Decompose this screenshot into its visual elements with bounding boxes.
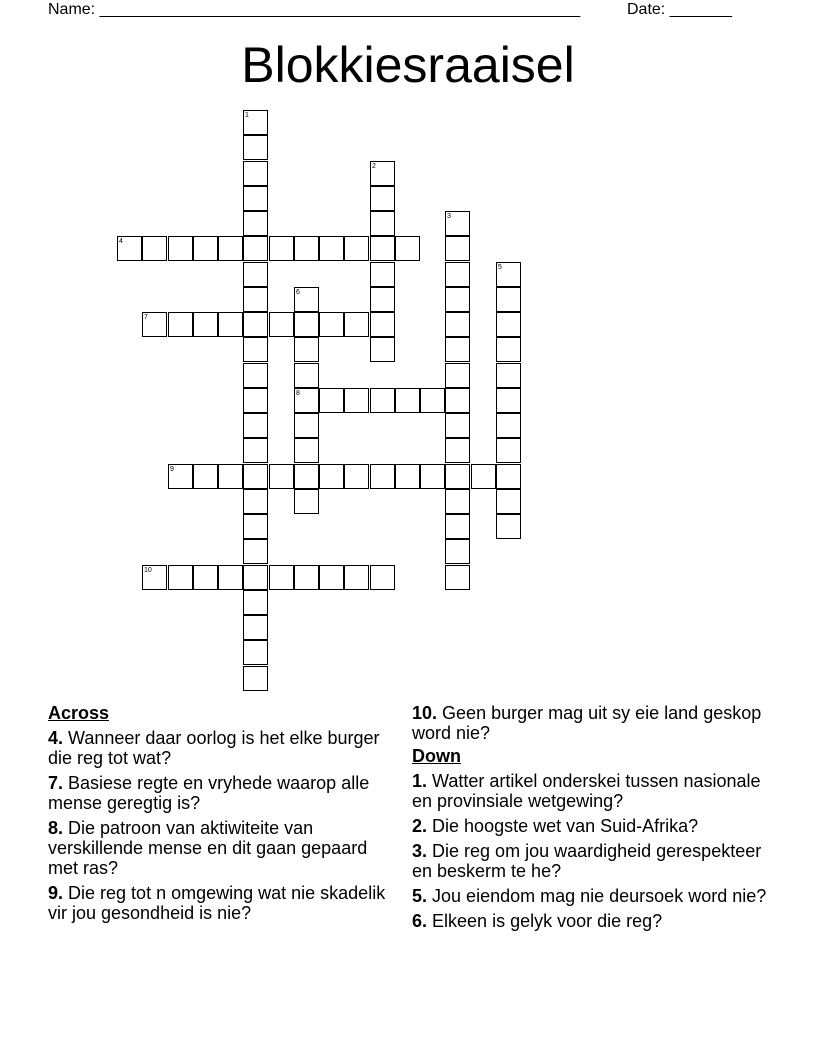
grid-cell[interactable] — [243, 262, 268, 287]
date-field-label: Date: _______ — [627, 1, 732, 18]
grid-cell[interactable] — [445, 388, 470, 413]
clue-text: Geen burger mag uit sy eie land geskop word nie? — [412, 703, 762, 743]
cell-number: 6 — [296, 289, 300, 296]
grid-cell[interactable] — [193, 236, 218, 261]
cell-number: 5 — [498, 264, 502, 271]
grid-cell[interactable] — [496, 489, 521, 514]
grid-cell[interactable] — [496, 413, 521, 438]
clue-number: 3. — [412, 841, 428, 861]
clue-text: Die reg tot n omgewing wat nie skadelik vir jou gesondheid is nie? — [48, 883, 386, 923]
clue-text: Watter artikel onderskei tussen nasionale en provinsiale wetgewing? — [412, 771, 761, 811]
grid-cell[interactable] — [445, 287, 470, 312]
grid-cell[interactable] — [269, 236, 294, 261]
page-title: Blokkiesraaisel — [241, 37, 575, 93]
clue-text: Die hoogste wet van Suid-Afrika? — [432, 816, 699, 836]
clue-number: 1. — [412, 771, 428, 791]
across-clue-8 — [48, 818, 388, 878]
grid-cell[interactable] — [496, 337, 521, 362]
grid-cell[interactable] — [445, 539, 470, 564]
grid-cell[interactable] — [243, 565, 268, 590]
clue-text: Basiese regte en vryhede waarop alle mense geregtig is? — [48, 773, 370, 813]
grid-cell[interactable] — [294, 565, 319, 590]
grid-cell[interactable] — [243, 363, 268, 388]
grid-cell[interactable] — [445, 464, 470, 489]
clue-number: 9. — [48, 883, 64, 903]
grid-cell[interactable] — [243, 438, 268, 463]
grid-cell[interactable] — [445, 514, 470, 539]
grid-cell[interactable] — [420, 388, 445, 413]
grid-cell[interactable] — [344, 565, 369, 590]
down-clue-2 — [412, 816, 772, 836]
grid-cell[interactable] — [294, 489, 319, 514]
grid-cell[interactable] — [445, 236, 470, 261]
across-clue-9 — [48, 883, 388, 923]
cell-number: 3 — [447, 213, 451, 220]
grid-cell[interactable] — [243, 514, 268, 539]
grid-cell[interactable] — [243, 590, 268, 615]
grid-cell[interactable] — [395, 236, 420, 261]
grid-cell[interactable] — [269, 565, 294, 590]
clues-right-column — [412, 703, 772, 936]
cell-number: 4 — [119, 238, 123, 245]
down-clue-6 — [412, 911, 772, 931]
grid-cell[interactable] — [395, 464, 420, 489]
grid-cell[interactable] — [445, 438, 470, 463]
grid-cell[interactable] — [445, 565, 470, 590]
clue-number: 8. — [48, 818, 64, 838]
grid-cell[interactable] — [395, 388, 420, 413]
grid-cell[interactable] — [243, 186, 268, 211]
grid-cell[interactable] — [243, 640, 268, 665]
grid-cell[interactable] — [496, 464, 521, 489]
grid-cell[interactable] — [344, 388, 369, 413]
grid-cell[interactable] — [420, 464, 445, 489]
grid-cell[interactable] — [344, 236, 369, 261]
clue-text: Die patroon van aktiwiteite van verskillende mense en dit gaan gepaard met ras? — [48, 818, 368, 878]
grid-cell[interactable] — [243, 615, 268, 640]
grid-cell[interactable] — [294, 464, 319, 489]
grid-cell[interactable] — [193, 565, 218, 590]
grid-cell[interactable] — [294, 312, 319, 337]
grid-cell[interactable] — [370, 287, 395, 312]
grid-cell[interactable] — [218, 312, 243, 337]
grid-cell[interactable] — [319, 565, 344, 590]
cell-number: 1 — [245, 112, 249, 119]
clue-number: 6. — [412, 911, 428, 931]
grid-cell[interactable] — [370, 388, 395, 413]
grid-cell[interactable] — [319, 464, 344, 489]
grid-cell[interactable] — [243, 110, 268, 135]
grid-cell[interactable] — [142, 565, 167, 590]
across-clue-10 — [412, 703, 772, 743]
grid-cell[interactable] — [370, 262, 395, 287]
grid-cell[interactable] — [319, 312, 344, 337]
clues-left-column — [48, 703, 388, 928]
cell-number: 7 — [144, 314, 148, 321]
grid-cell[interactable] — [218, 236, 243, 261]
grid-cell[interactable] — [243, 337, 268, 362]
grid-cell[interactable] — [243, 489, 268, 514]
grid-cell[interactable] — [243, 287, 268, 312]
grid-cell[interactable] — [294, 236, 319, 261]
down-clue-1 — [412, 771, 772, 811]
clue-text: Die reg om jou waardigheid gerespekteer en beskerm te he? — [412, 841, 762, 881]
grid-cell[interactable] — [319, 236, 344, 261]
grid-cell[interactable] — [496, 287, 521, 312]
grid-cell[interactable] — [496, 312, 521, 337]
grid-cell[interactable] — [445, 262, 470, 287]
down-clue-5 — [412, 886, 772, 906]
down-clue-3 — [412, 841, 772, 881]
grid-cell[interactable] — [370, 186, 395, 211]
grid-cell[interactable] — [168, 312, 193, 337]
grid-cell[interactable] — [243, 312, 268, 337]
grid-cell[interactable] — [471, 464, 496, 489]
grid-cell[interactable] — [243, 211, 268, 236]
grid-cell[interactable] — [445, 312, 470, 337]
clue-text: Elkeen is gelyk voor die reg? — [432, 911, 663, 931]
grid-cell[interactable] — [243, 388, 268, 413]
grid-cell[interactable] — [269, 464, 294, 489]
grid-cell[interactable] — [370, 161, 395, 186]
grid-cell[interactable] — [168, 464, 193, 489]
grid-cell[interactable] — [243, 464, 268, 489]
grid-cell[interactable] — [496, 514, 521, 539]
grid-cell[interactable] — [142, 236, 167, 261]
grid-cell[interactable] — [294, 413, 319, 438]
cell-number: 8 — [296, 390, 300, 397]
grid-cell[interactable] — [294, 337, 319, 362]
grid-cell[interactable] — [370, 312, 395, 337]
grid-cell[interactable] — [496, 438, 521, 463]
grid-cell[interactable] — [243, 666, 268, 691]
grid-cell[interactable] — [142, 312, 167, 337]
grid-cell[interactable] — [445, 413, 470, 438]
across-clue-4 — [48, 728, 388, 768]
clue-number: 10. — [412, 703, 438, 723]
grid-cell[interactable] — [243, 236, 268, 261]
down-heading: Down — [412, 746, 461, 766]
grid-cell[interactable] — [218, 565, 243, 590]
grid-cell[interactable] — [370, 565, 395, 590]
grid-cell[interactable] — [496, 388, 521, 413]
grid-cell[interactable] — [243, 413, 268, 438]
grid-cell[interactable] — [243, 135, 268, 160]
grid-cell[interactable] — [319, 388, 344, 413]
grid-cell[interactable] — [294, 287, 319, 312]
grid-cell[interactable] — [294, 363, 319, 388]
grid-cell[interactable] — [445, 211, 470, 236]
clue-number: 2. — [412, 816, 428, 836]
grid-cell[interactable] — [496, 262, 521, 287]
grid-cell[interactable] — [445, 337, 470, 362]
grid-cell[interactable] — [496, 363, 521, 388]
name-field-label: Name: ______________________________________________________ — [48, 1, 581, 18]
grid-cell[interactable] — [445, 363, 470, 388]
across-heading: Across — [48, 703, 110, 723]
grid-cell[interactable] — [269, 312, 294, 337]
grid-cell[interactable] — [370, 337, 395, 362]
grid-cell[interactable] — [243, 539, 268, 564]
grid-cell[interactable] — [168, 236, 193, 261]
clue-number: 4. — [48, 728, 64, 748]
grid-cell[interactable] — [117, 236, 142, 261]
clue-text: Wanneer daar oorlog is het elke burger die reg tot wat? — [48, 728, 380, 768]
grid-cell[interactable] — [243, 161, 268, 186]
grid-cell[interactable] — [370, 464, 395, 489]
cell-number: 9 — [170, 466, 174, 473]
grid-cell[interactable] — [294, 388, 319, 413]
grid-cell[interactable] — [193, 312, 218, 337]
grid-cell[interactable] — [218, 464, 243, 489]
across-clue-7 — [48, 773, 388, 813]
grid-cell[interactable] — [445, 489, 470, 514]
grid-cell[interactable] — [370, 211, 395, 236]
grid-cell[interactable] — [168, 565, 193, 590]
grid-cell[interactable] — [294, 438, 319, 463]
grid-cell[interactable] — [370, 236, 395, 261]
clue-number: 5. — [412, 886, 428, 906]
cell-number: 10 — [144, 567, 152, 574]
grid-cell[interactable] — [344, 464, 369, 489]
clue-number: 7. — [48, 773, 64, 793]
clue-text: Jou eiendom mag nie deursoek word nie? — [432, 886, 767, 906]
cell-number: 2 — [372, 163, 376, 170]
grid-cell[interactable] — [193, 464, 218, 489]
grid-cell[interactable] — [344, 312, 369, 337]
